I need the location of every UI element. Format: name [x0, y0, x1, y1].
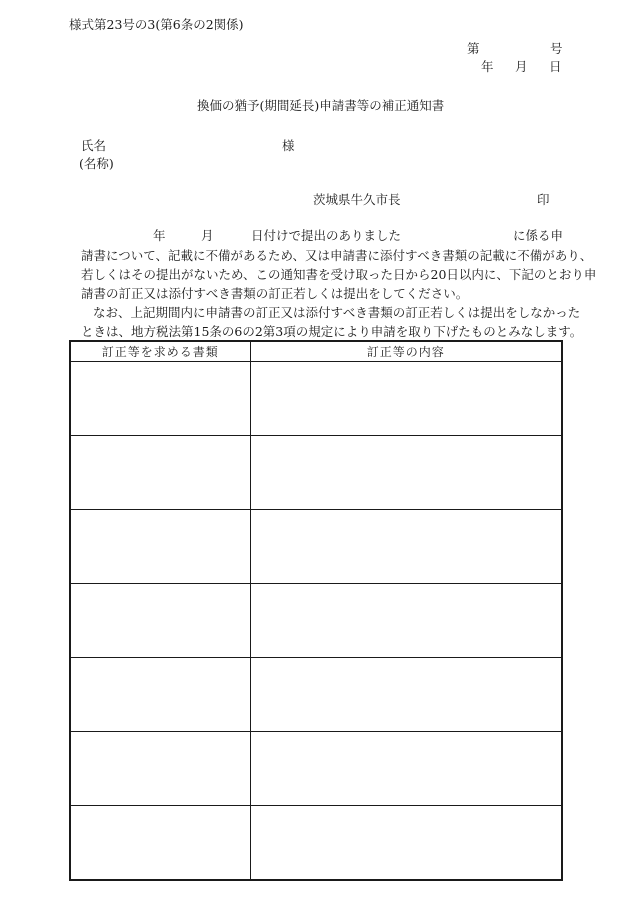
note-line-2: ときは、地方税法第15条の6の2第3項の規定により申請を取り下げたものとみなします。 — [81, 324, 583, 339]
document-field[interactable] — [70, 436, 250, 510]
date-month-label: 月 — [515, 59, 528, 74]
document-field[interactable] — [70, 362, 250, 436]
addressee-honorific: 様 — [282, 138, 295, 153]
seal-mark: 印 — [537, 192, 550, 207]
col-header-documents: 訂正等を求める書類 — [70, 341, 250, 362]
body-line-2: 請書について、記載に不備があるため、又は申請書に添付すべき書類の記載に不備があり、 — [81, 248, 593, 263]
document-field[interactable] — [70, 732, 250, 806]
table-row — [70, 436, 562, 510]
date-day-label: 日 — [549, 59, 562, 74]
table-header-row — [70, 341, 562, 362]
correction-content-field[interactable] — [250, 658, 562, 732]
document-field[interactable] — [70, 658, 250, 732]
body-date-month: 月 — [201, 228, 214, 243]
table-row — [70, 658, 562, 732]
col-header-content: 訂正等の内容 — [250, 341, 562, 362]
body-line-4: 請書の訂正又は添付すべき書類の訂正若しくは提出をしてください。 — [81, 286, 469, 301]
correction-content-field[interactable] — [250, 436, 562, 510]
table-row — [70, 584, 562, 658]
correction-content-field[interactable] — [250, 510, 562, 584]
document-title: 換価の猶予(期間延長)申請書等の補正通知書 — [197, 98, 445, 113]
number-prefix: 第 — [467, 41, 480, 56]
addressee-org-label: (名称) — [79, 156, 114, 171]
table-row — [70, 732, 562, 806]
form-number: 様式第23号の3(第6条の2関係) — [69, 17, 244, 32]
table-row — [70, 806, 562, 881]
body-regarding: に係る申 — [513, 228, 564, 243]
correction-content-field[interactable] — [250, 584, 562, 658]
table-row — [70, 362, 562, 436]
body-date-suffix: 日付けで提出のありました — [251, 228, 402, 243]
number-suffix: 号 — [550, 41, 563, 56]
issuer-name: 茨城県牛久市長 — [313, 192, 401, 207]
note-line-1: なお、上記期間内に申請書の訂正又は添付すべき書類の訂正若しくは提出をしなかった — [93, 305, 581, 320]
correction-content-field[interactable] — [250, 806, 562, 881]
date-year-label: 年 — [481, 59, 494, 74]
body-date-year: 年 — [153, 228, 166, 243]
correction-content-field[interactable] — [250, 362, 562, 436]
addressee-name-label: 氏名 — [81, 138, 107, 153]
body-line-3: 若しくはその提出がないため、この通知書を受け取った日から20日以内に、下記のとおり申 — [81, 267, 597, 282]
document-field[interactable] — [70, 510, 250, 584]
table-row — [70, 510, 562, 584]
correction-table — [69, 340, 563, 881]
correction-content-field[interactable] — [250, 732, 562, 806]
document-field[interactable] — [70, 806, 250, 881]
document-field[interactable] — [70, 584, 250, 658]
